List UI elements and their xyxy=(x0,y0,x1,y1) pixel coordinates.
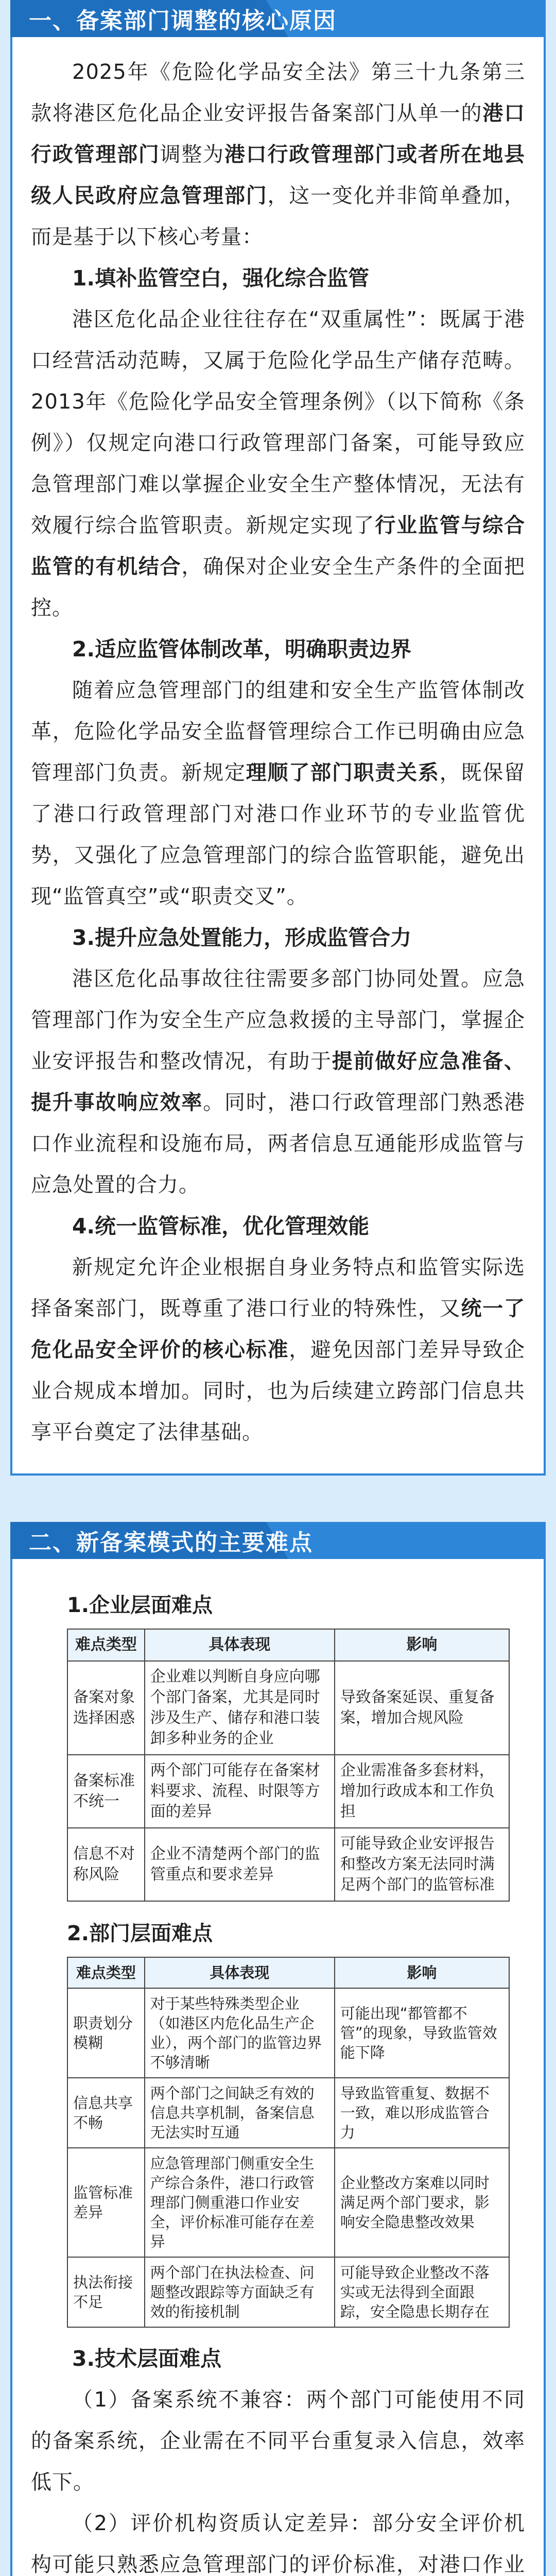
section-panel xyxy=(10,1559,546,2576)
table-cell: 应急管理部门侧重安全生产综合条件，港口行政管理部门侧重港口作业安全，评价标准可能存在差异 xyxy=(145,2148,335,2257)
subheading: 3.技术层面难点 xyxy=(72,2346,222,2371)
table-cell: 对于某些特殊类型企业（如港区内危化品生产企业），两个部门的监管边界不够清晰 xyxy=(145,1988,335,2078)
table-header: 影响 xyxy=(335,1629,509,1661)
section-difficulties xyxy=(10,1522,546,2576)
table-header: 难点类型 xyxy=(67,1629,145,1661)
table-cell: 可能出现“都管都不管”的现象，导致监管效能下降 xyxy=(335,1988,509,2078)
paragraph: 港区危化品企业往往存在“双重属性”：既属于港口经营活动范畴，又属于危险化学品生产储存范畴。2013年《危险化学品安全管理条例》（以下简称《条例》）仅规定向港口行政管理部门备案，可能导致应急管理部门难以掌握企业安全生产整体情况，无法有效履行综合监管职责。新规定实现了行业监管与综合监管的有机结合，确保对企业安全生产条件的全面把控。 xyxy=(31,308,526,620)
paragraph: 2025年《危险化学品安全法》第三十九条第三款将港区危化品企业安评报告备案部门从单一的港口行政管理部门调整为港口行政管理部门或者所在地县级人民政府应急管理部门，这一变化并非简单叠加，而是基于以下核心考量： xyxy=(31,60,526,249)
table-cell: 备案标准不统一 xyxy=(67,1755,145,1828)
table-cell: 企业需准备多套材料，增加行政成本和工作负担 xyxy=(335,1755,509,1828)
table-row xyxy=(67,1661,509,1755)
table-cell: 信息共享不畅 xyxy=(67,2078,145,2148)
table-cell: 两个部门之间缺乏有效的信息共享机制，备案信息无法实时互通 xyxy=(145,2078,335,2148)
department-difficulty-table xyxy=(67,1957,510,2328)
table-cell: 信息不对称风险 xyxy=(67,1828,145,1901)
section-title: 一、备案部门调整的核心原因 xyxy=(29,8,337,34)
subheading: 3.提升应急处置能力，形成监管合力 xyxy=(72,925,412,950)
table-cell: 导致监管重复、数据不一致，难以形成监管合力 xyxy=(335,2078,509,2148)
table-header: 难点类型 xyxy=(67,1957,145,1988)
table-cell: 两个部门在执法检查、问题整改跟踪等方面缺乏有效的衔接机制 xyxy=(145,2257,335,2327)
table-heading: 1.企业层面难点 xyxy=(67,1594,213,1617)
table-header: 具体表现 xyxy=(145,1629,335,1661)
section-panel xyxy=(10,37,546,1476)
table-cell: 企业整改方案难以同时满足两个部门要求，影响安全隐患整改效果 xyxy=(335,2148,509,2257)
table-row xyxy=(67,2257,509,2327)
paragraph: （2）评价机构资质认定差异：部分安全评价机构可能只熟悉应急管理部门的评价标准，对港口作业 xyxy=(31,2512,525,2576)
enterprise-difficulty-table xyxy=(67,1629,510,1902)
table-row xyxy=(67,1828,509,1901)
table-heading: 2.部门层面难点 xyxy=(67,1922,213,1945)
table-cell: 职责划分模糊 xyxy=(67,1988,145,2078)
paragraph: （1）备案系统不兼容：两个部门可能使用不同的备案系统，企业需在不同平台重复录入信息，效率低下。 xyxy=(31,2388,525,2494)
table-header: 具体表现 xyxy=(145,1957,335,1988)
table-cell: 可能导致企业整改不落实或无法得到全面跟踪，安全隐患长期存在 xyxy=(335,2257,509,2327)
subheading: 2.适应监管体制改革，明确职责边界 xyxy=(72,637,412,662)
table-cell: 企业不清楚两个部门的监管重点和要求差异 xyxy=(145,1828,335,1901)
paragraph: 新规定允许企业根据自身业务特点和监管实际选择备案部门，既尊重了港口行业的特殊性，又统一了危化品安全评价的核心标准，避免因部门差异导致企业合规成本增加。同时，也为后续建立跨部门信息共享平台奠定了法律基础。 xyxy=(31,1256,526,1444)
table-cell: 执法衔接不足 xyxy=(67,2257,145,2327)
section-core-reasons xyxy=(10,0,546,1476)
table-header: 影响 xyxy=(335,1957,509,1988)
table-cell: 监管标准差异 xyxy=(67,2148,145,2257)
table-cell: 两个部门可能存在备案材料要求、流程、时限等方面的差异 xyxy=(145,1755,335,1828)
table-cell: 备案对象选择困惑 xyxy=(67,1661,145,1755)
table-cell: 导致备案延误、重复备案，增加合规风险 xyxy=(335,1661,509,1755)
table-row xyxy=(67,1755,509,1828)
section-title-bar xyxy=(10,0,546,37)
paragraph: 港区危化品事故往往需要多部门协同处置。应急管理部门作为安全生产应急救援的主导部门，掌握企业安评报告和整改情况，有助于提前做好应急准备、提升事故响应效率。同时，港口行政管理部门熟悉港口作业流程和设施布局，两者信息互通能形成监管与应急处置的合力。 xyxy=(31,967,526,1197)
table-cell: 可能导致企业安评报告和整改方案无法同时满足两个部门的监管标准 xyxy=(335,1828,509,1901)
table-row xyxy=(67,1988,509,2078)
subheading: 4.统一监管标准，优化管理效能 xyxy=(72,1214,370,1239)
table-row xyxy=(67,2078,509,2148)
section-title-bar xyxy=(10,1522,546,1559)
subheading: 1.填补监管空白，强化综合监管 xyxy=(72,266,370,291)
table-cell: 企业难以判断自身应向哪个部门备案，尤其是同时涉及生产、储存和港口装卸多种业务的企业 xyxy=(145,1661,335,1755)
paragraph: 随着应急管理部门的组建和安全生产监管体制改革，危险化学品安全监督管理综合工作已明确由应急管理部门负责。新规定理顺了部门职责关系，既保留了港口行政管理部门对港口作业环节的专业监管优势，又强化了应急管理部门的综合监管职能，避免出现“监管真空”或“职责交叉”。 xyxy=(31,679,526,908)
table-row xyxy=(67,2148,509,2257)
section-title: 二、新备案模式的主要难点 xyxy=(29,1530,313,1556)
